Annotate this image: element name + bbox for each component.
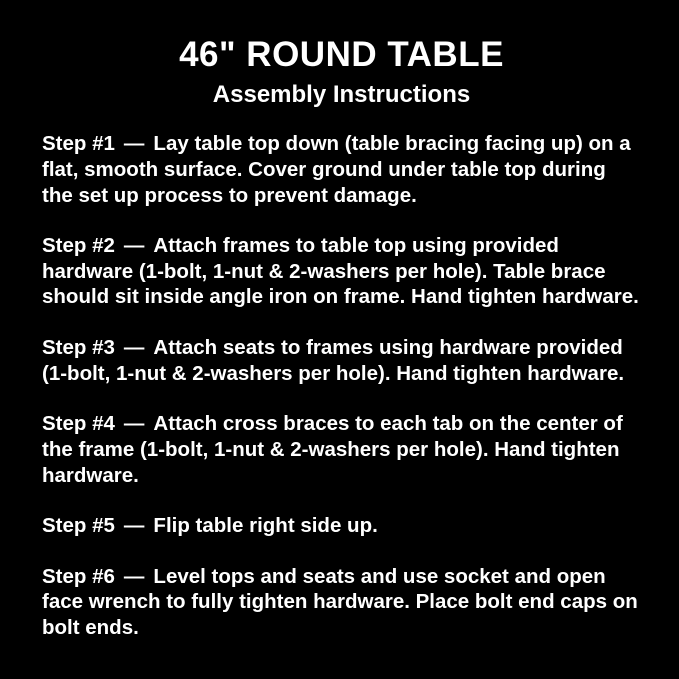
step-6-dash: — xyxy=(123,564,145,588)
step-1-label: Step #1 xyxy=(42,132,115,156)
step-6 xyxy=(42,564,641,641)
page-subtitle: Assembly Instructions xyxy=(212,80,471,108)
step-5-dash: — xyxy=(123,514,145,538)
step-1 xyxy=(42,131,641,208)
step-5-text: Flip table right side up. xyxy=(153,514,378,538)
step-1-text: Lay table top down (table bracing facing up) on a flat, smooth surface. Cover ground under table top during the set up process to prevent damage. xyxy=(42,132,631,207)
step-3-label: Step #3 xyxy=(42,336,115,360)
step-3-dash: — xyxy=(123,336,145,360)
step-4-dash: — xyxy=(123,412,145,436)
step-2-label: Step #2 xyxy=(42,234,115,258)
step-5 xyxy=(42,513,641,539)
steps-list xyxy=(42,131,641,640)
step-4-text: Attach cross braces to each tab on the center of the frame (1-bolt, 1-nut & 2-washers per hole). Hand tighten hardware. xyxy=(42,412,623,487)
step-2 xyxy=(42,233,641,310)
step-6-text: Level tops and seats and use socket and open face wrench to fully tighten hardware. Place bolt end caps on bolt ends. xyxy=(42,564,638,640)
step-3-text: Attach seats to frames using hardware provided (1-bolt, 1-nut & 2-washers per hole). Hand tighten hardware. xyxy=(42,336,625,385)
step-4-label: Step #4 xyxy=(42,412,115,436)
page-title: 46" ROUND TABLE xyxy=(179,35,504,74)
step-4 xyxy=(42,411,641,488)
step-5-label: Step #5 xyxy=(42,514,115,538)
header xyxy=(42,36,641,109)
step-2-dash: — xyxy=(123,234,145,258)
step-6-label: Step #6 xyxy=(42,564,115,588)
step-2-text: Attach frames to table top using provided hardware (1-bolt, 1-nut & 2-washers per hole). Table brace should sit inside angle iron on frame. Hand tighten hardware. xyxy=(42,234,639,309)
step-1-dash: — xyxy=(123,132,145,156)
step-3 xyxy=(42,335,641,386)
